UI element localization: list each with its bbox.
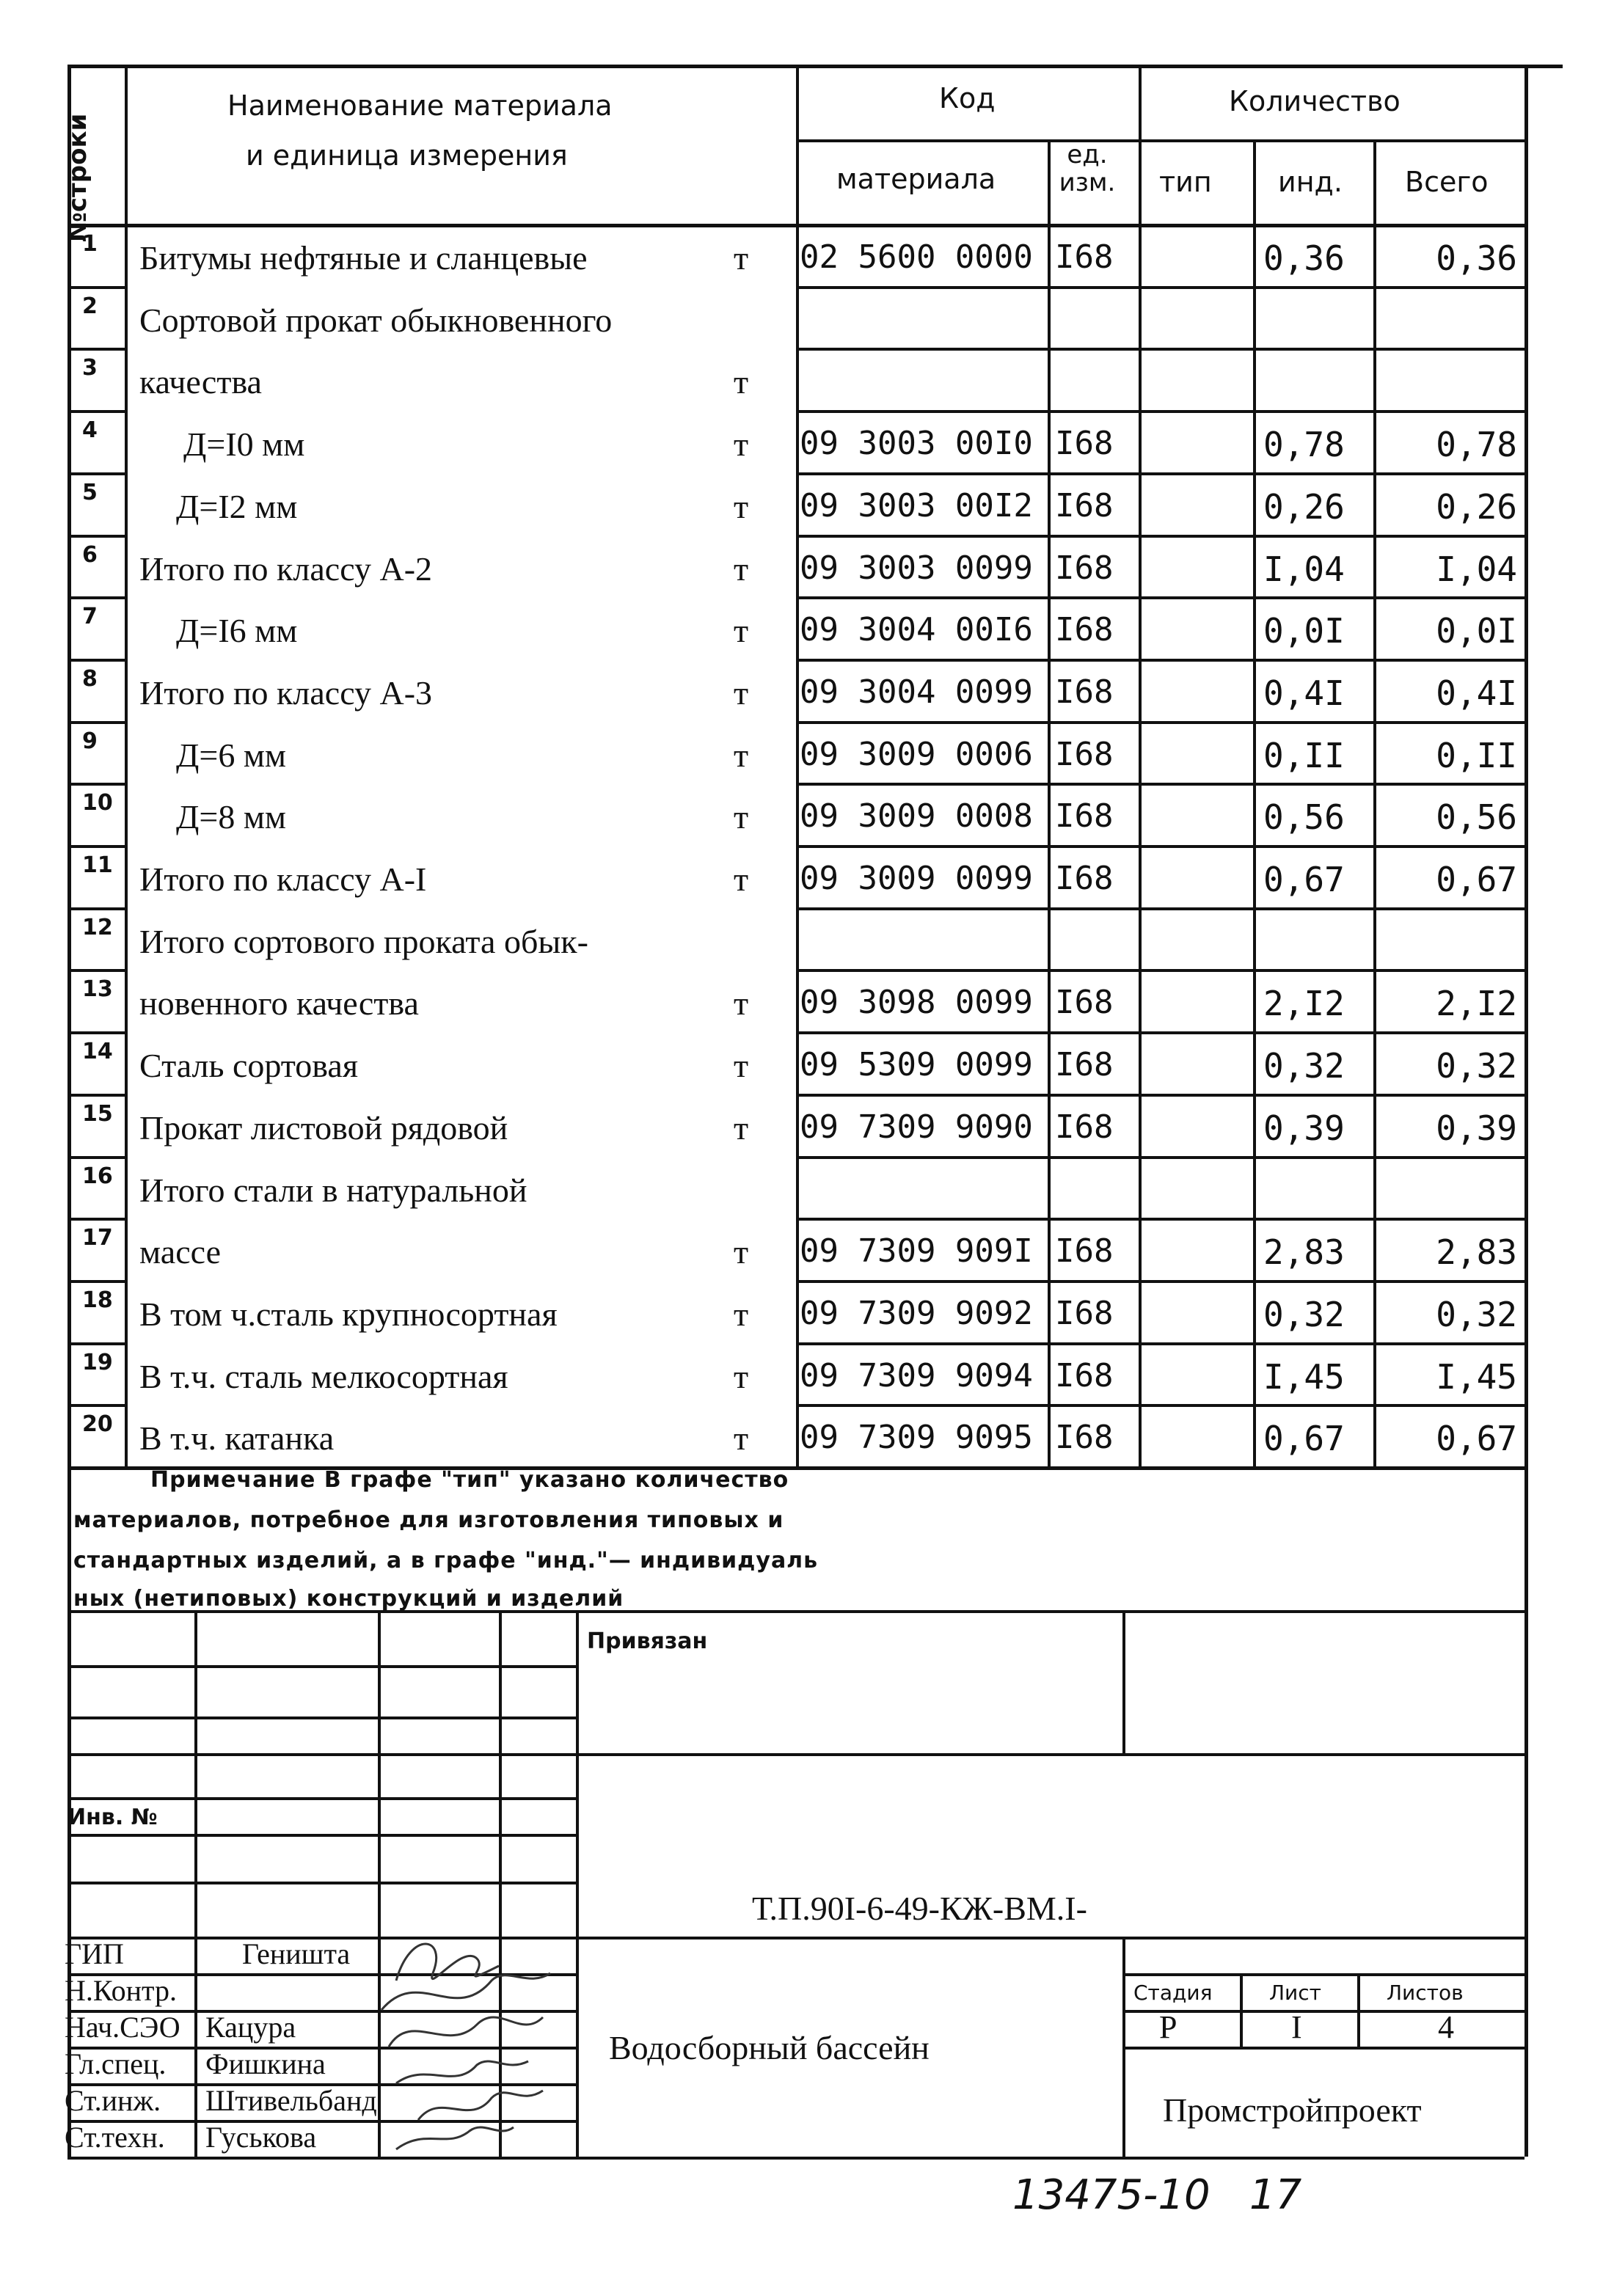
grid-line	[1122, 1973, 1525, 1976]
note-line-3: стандартных изделий, а в графе "инд."— индивидуаль	[73, 1548, 819, 1573]
row-number: 4	[82, 417, 98, 444]
sheets-label: Листов	[1387, 1981, 1464, 2005]
grid-line	[796, 1156, 1525, 1159]
signature-scribbles	[367, 1915, 587, 2157]
grid-line	[796, 659, 1525, 662]
material-name: Д=6 мм	[176, 736, 287, 774]
grid-line	[67, 783, 125, 786]
unit-label: т	[734, 239, 749, 277]
quantity-total: 0,67	[1436, 1419, 1517, 1459]
row-number: 16	[82, 1163, 113, 1189]
grid-line	[796, 721, 1525, 724]
grid-line	[1253, 139, 1256, 1466]
unit-code: I68	[1055, 984, 1114, 1022]
grid-line	[796, 1218, 1525, 1221]
row-number: 7	[82, 604, 98, 630]
grid-line	[796, 1342, 1525, 1345]
material-name: Итого стали в натуральной	[139, 1171, 527, 1209]
unit-label: т	[734, 487, 749, 525]
grid-line	[67, 1716, 576, 1719]
row-number: 15	[82, 1100, 113, 1127]
grid-line	[796, 472, 1525, 475]
signatory-name: Кацура	[205, 2011, 296, 2044]
signatory-name: Геништа	[242, 1937, 351, 1970]
grid-line	[576, 1753, 1525, 1756]
grid-line	[67, 1882, 576, 1884]
document-code: Т.П.90I-6-49-КЖ-ВМ.I-	[752, 1890, 1087, 1927]
grid-line	[67, 65, 1563, 68]
signatory-name: Гуськова	[205, 2121, 317, 2154]
quantity-total: 0,32	[1436, 1294, 1517, 1334]
unit-code: I68	[1055, 1419, 1114, 1457]
unit-label: т	[734, 736, 749, 774]
row-number: 13	[82, 976, 113, 1003]
row-number: 10	[82, 790, 113, 816]
grid-line	[796, 969, 1525, 972]
grid-line	[796, 286, 1525, 289]
unit-code: I68	[1055, 1356, 1114, 1394]
unit-code: I68	[1055, 860, 1114, 897]
material-name: Д=I0 мм	[183, 425, 305, 464]
grid-line	[67, 1280, 125, 1283]
quantity-ind: 0,67	[1263, 860, 1345, 899]
grid-line	[1122, 1610, 1125, 1753]
material-code: 09 3009 0006	[800, 735, 1033, 773]
grid-line	[796, 1094, 1525, 1097]
grid-line	[67, 1797, 576, 1800]
signature-guskova	[396, 2127, 514, 2149]
unit-code: I68	[1055, 486, 1114, 524]
quantity-ind: I,45	[1263, 1356, 1345, 1397]
signatory-role: Гл.спец.	[65, 2047, 167, 2080]
grid-line	[796, 1280, 1525, 1283]
quantity-total: 0,36	[1436, 238, 1517, 278]
header-code-unit: ед. изм.	[1059, 140, 1116, 197]
signature-shtivelband	[418, 2091, 543, 2120]
quantity-total: 0,26	[1436, 486, 1517, 527]
unit-code: I68	[1055, 1046, 1114, 1084]
unit-label: т	[734, 1108, 749, 1147]
grid-line	[67, 596, 125, 599]
grid-line	[796, 907, 1525, 910]
signatory-role: Н.Контр.	[65, 1974, 177, 2007]
row-number: 5	[82, 479, 98, 505]
signatory-role: Нач.СЭО	[65, 2011, 180, 2044]
grid-line	[67, 472, 125, 475]
unit-label: т	[734, 612, 749, 650]
unit-code: I68	[1055, 1108, 1114, 1146]
material-name: Итого по классу А-3	[139, 673, 433, 712]
material-name: Итого по классу А-I	[139, 860, 427, 898]
material-code: 09 7309 9090	[800, 1108, 1033, 1146]
quantity-ind: 0,39	[1263, 1108, 1345, 1148]
grid-line	[67, 845, 125, 848]
quantity-ind: 0,0I	[1263, 611, 1345, 651]
unit-code: I68	[1055, 673, 1114, 711]
row-number: 20	[82, 1411, 113, 1438]
grid-line	[796, 348, 1525, 351]
grid-line	[67, 348, 125, 351]
grid-line	[796, 845, 1525, 848]
stage-label: Стадия	[1133, 1981, 1213, 2005]
row-number: 17	[82, 1225, 113, 1251]
header-qty-ind: инд.	[1278, 166, 1343, 198]
grid-line	[67, 2157, 576, 2160]
header-row-number: №строки	[63, 113, 92, 242]
signature-genishta	[396, 1944, 499, 1981]
sheet-value: I	[1291, 2009, 1302, 2045]
quantity-ind: 2,I2	[1263, 984, 1345, 1024]
unit-code: I68	[1055, 549, 1114, 587]
row-number: 9	[82, 728, 98, 754]
signature-fishkina	[396, 2061, 528, 2083]
grid-line	[67, 1753, 576, 1756]
material-name: В том ч.сталь крупносортная	[139, 1295, 558, 1333]
grid-line	[1525, 65, 1528, 2157]
unit-label: т	[734, 860, 749, 898]
unit-label: т	[734, 1357, 749, 1395]
quantity-ind: 0,26	[1263, 486, 1345, 527]
sheet-label: Лист	[1269, 1981, 1321, 2005]
quantity-ind: I,04	[1263, 549, 1345, 589]
quantity-total: 0,67	[1436, 860, 1517, 899]
unit-code: I68	[1055, 1232, 1114, 1271]
grid-line	[796, 596, 1525, 599]
grid-line	[67, 1218, 125, 1221]
quantity-total: 0,78	[1436, 425, 1517, 465]
material-code: 09 3004 0099	[800, 673, 1033, 711]
quantity-ind: 0,36	[1263, 238, 1345, 278]
unit-code: I68	[1055, 425, 1114, 463]
grid-line	[67, 1156, 125, 1159]
material-code: 09 3003 00I2	[800, 486, 1033, 524]
material-name: Битумы нефтяные и сланцевые	[139, 239, 588, 277]
grid-line	[1122, 2010, 1525, 2013]
signatory-role: Ст.техн.	[65, 2121, 165, 2154]
unit-label: т	[734, 1047, 749, 1085]
quantity-total: I,45	[1436, 1356, 1517, 1397]
grid-line	[796, 65, 799, 1466]
unit-label: т	[734, 984, 749, 1023]
row-number: 12	[82, 914, 113, 940]
header-qty-type: тип	[1159, 166, 1212, 198]
material-code: 09 7309 9095	[800, 1419, 1033, 1457]
project-title: Водосборный бассейн	[609, 2029, 930, 2066]
quantity-ind: 0,78	[1263, 425, 1345, 465]
row-number: 19	[82, 1349, 113, 1375]
material-name: Прокат листовой рядовой	[139, 1108, 508, 1147]
grid-line	[125, 65, 128, 1466]
grid-line	[1122, 2047, 1525, 2050]
note-line-4: ных (нетиповых) конструкций и изделий	[73, 1586, 624, 1612]
material-code: 09 3004 00I6	[800, 611, 1033, 649]
material-name: Сортовой прокат обыкновенного	[139, 301, 613, 339]
grid-line	[67, 286, 125, 289]
grid-line	[1048, 139, 1051, 1466]
grid-line	[67, 721, 125, 724]
quantity-ind: 2,83	[1263, 1232, 1345, 1273]
quantity-total: 0,4I	[1436, 673, 1517, 713]
material-name: Д=8 мм	[176, 798, 287, 836]
quantity-total: 0,39	[1436, 1108, 1517, 1148]
material-code: 09 7309 9092	[800, 1294, 1033, 1332]
header-code-material: материала	[836, 163, 996, 195]
signatory-role: ГИП	[65, 1937, 124, 1970]
grid-line	[796, 1031, 1525, 1034]
grid-line	[1373, 139, 1376, 1466]
material-code: 09 3009 0099	[800, 860, 1033, 897]
row-number: 1	[82, 231, 98, 257]
signatory-name: Фишкина	[205, 2047, 326, 2080]
unit-label: т	[734, 798, 749, 836]
unit-label: т	[734, 549, 749, 588]
unit-label: т	[734, 1233, 749, 1271]
header-name-line2: и единица измерения	[246, 139, 568, 172]
material-name: Сталь сортовая	[139, 1047, 358, 1085]
grid-line	[67, 969, 125, 972]
archive-number: 13475-10 17	[1012, 2171, 1302, 2219]
note-line-2: материалов, потребное для изготовления типовых и	[73, 1507, 784, 1533]
quantity-total: 2,I2	[1436, 984, 1517, 1024]
row-number: 18	[82, 1287, 113, 1313]
signatory-role: Ст.инж.	[65, 2084, 161, 2117]
unit-label: т	[734, 425, 749, 464]
note-line-1: Примечание В графе "тип" указано количество	[150, 1467, 789, 1493]
material-name: качества	[139, 363, 262, 401]
row-number: 14	[82, 1039, 113, 1065]
quantity-total: 0,56	[1436, 797, 1517, 838]
quantity-ind: 0,4I	[1263, 673, 1345, 713]
grid-line	[67, 1665, 576, 1668]
unit-label: т	[734, 1419, 749, 1458]
quantity-ind: 0,67	[1263, 1419, 1345, 1459]
grid-line	[67, 1094, 125, 1097]
material-code: 09 3009 0008	[800, 797, 1033, 836]
row-number: 6	[82, 541, 98, 568]
grid-line	[796, 535, 1525, 538]
grid-line	[67, 1834, 576, 1837]
quantity-ind: 0,56	[1263, 797, 1345, 838]
sheets-value: 4	[1438, 2009, 1454, 2045]
material-name: В т.ч. сталь мелкосортная	[139, 1357, 508, 1395]
quantity-ind: 0,II	[1263, 735, 1345, 775]
grid-line	[67, 1342, 125, 1345]
inventory-number-label: Инв. №	[67, 1805, 158, 1830]
signatory-name: Штивельбанд	[205, 2084, 377, 2117]
signature-katsura	[389, 2017, 543, 2047]
grid-line	[67, 65, 71, 2157]
unit-label: т	[734, 363, 749, 401]
quantity-ind: 0,32	[1263, 1294, 1345, 1334]
row-number: 11	[82, 852, 113, 878]
material-code: 09 7309 909I	[800, 1232, 1033, 1271]
material-name: Итого сортового проката обык-	[139, 922, 588, 960]
grid-line	[67, 410, 125, 413]
material-name: массе	[139, 1233, 222, 1271]
unit-code: I68	[1055, 797, 1114, 836]
material-name: Итого по классу А-2	[139, 549, 433, 588]
grid-line	[67, 907, 125, 910]
header-quantity: Количество	[1229, 85, 1401, 117]
signature-kontr	[381, 1973, 550, 2010]
quantity-total: 0,32	[1436, 1046, 1517, 1086]
grid-line	[1139, 65, 1142, 1466]
header-name-line1: Наименование материала	[227, 89, 613, 122]
organization-name: Промстройпроект	[1163, 2091, 1422, 2129]
unit-code: I68	[1055, 1294, 1114, 1332]
grid-line	[576, 2157, 1525, 2160]
quantity-total: 2,83	[1436, 1232, 1517, 1273]
unit-label: т	[734, 1295, 749, 1333]
material-code: 09 7309 9094	[800, 1356, 1033, 1394]
grid-line	[796, 139, 1525, 142]
quantity-total: I,04	[1436, 549, 1517, 589]
quantity-total: 0,0I	[1436, 611, 1517, 651]
material-code: 09 3003 00I0	[800, 425, 1033, 463]
quantity-ind: 0,32	[1263, 1046, 1345, 1086]
material-name: Д=I6 мм	[176, 612, 298, 650]
material-code: 09 3098 0099	[800, 984, 1033, 1022]
unit-label: т	[734, 673, 749, 712]
unit-code: I68	[1055, 735, 1114, 773]
grid-line	[67, 1404, 125, 1407]
row-number: 8	[82, 665, 98, 692]
privyazan-label: Привязан	[587, 1628, 708, 1654]
quantity-total: 0,II	[1436, 735, 1517, 775]
row-number: 3	[82, 355, 98, 381]
material-name: В т.ч. катанка	[139, 1419, 335, 1458]
grid-line	[796, 783, 1525, 786]
grid-line	[67, 1031, 125, 1034]
grid-line	[67, 535, 125, 538]
unit-code: I68	[1055, 611, 1114, 649]
grid-line	[67, 659, 125, 662]
header-qty-total: Всего	[1405, 166, 1489, 198]
grid-line	[796, 1404, 1525, 1407]
material-name: новенного качества	[139, 984, 419, 1023]
material-code: 02 5600 0000	[800, 238, 1033, 276]
material-code: 09 3003 0099	[800, 549, 1033, 587]
grid-line	[796, 410, 1525, 413]
unit-code: I68	[1055, 238, 1114, 276]
row-number: 2	[82, 293, 98, 319]
material-code: 09 5309 0099	[800, 1046, 1033, 1084]
material-name: Д=I2 мм	[176, 487, 298, 525]
stage-value: Р	[1159, 2009, 1177, 2045]
header-code: Код	[939, 82, 996, 114]
